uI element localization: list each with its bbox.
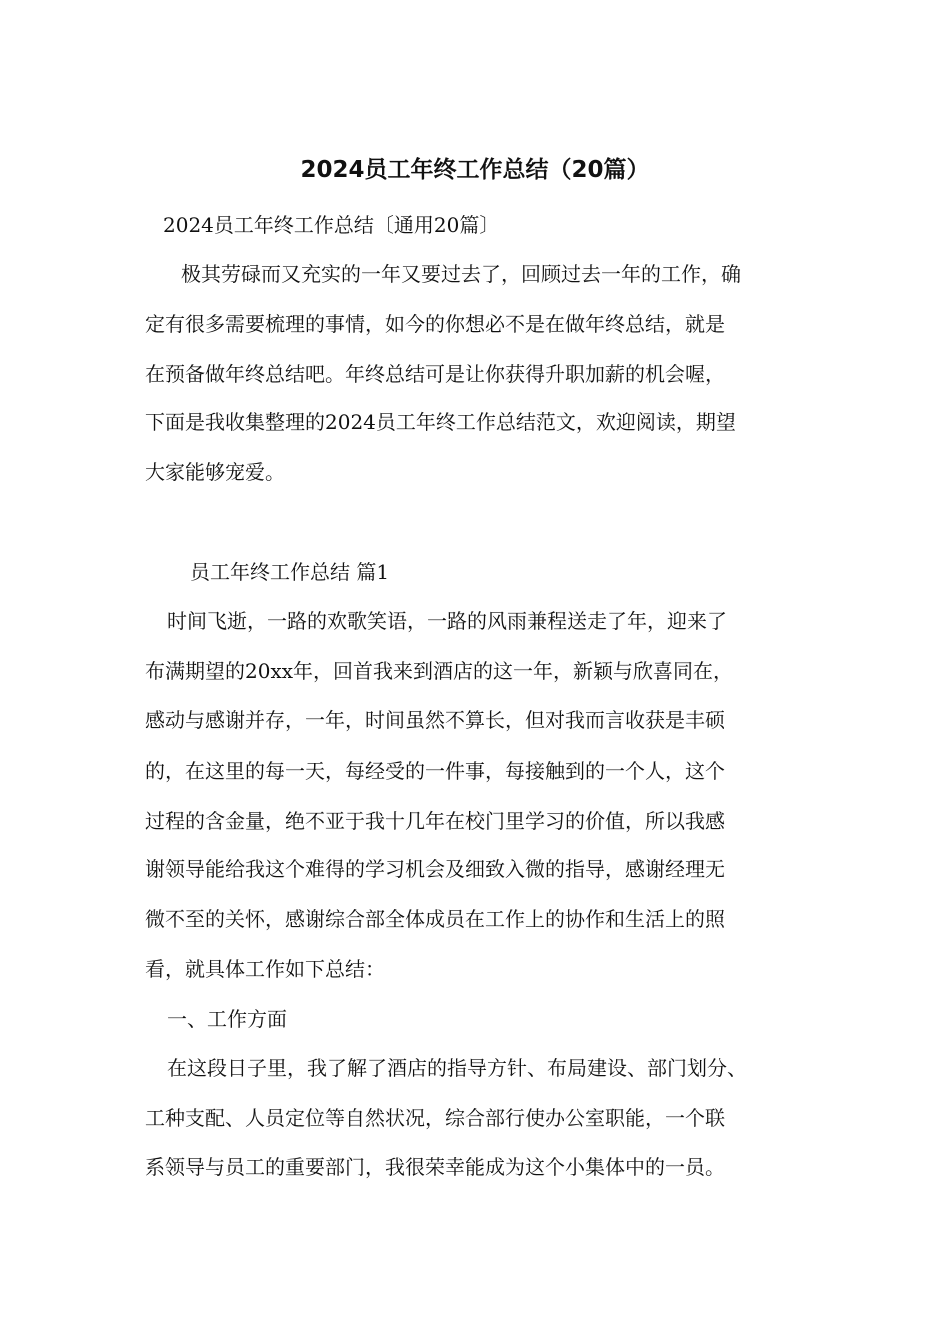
body-line: 过程的含金量，绝不亚于我十几年在校门里学习的价值，所以我感 [145,809,725,833]
body-line: 布满期望的20xx年，回首我来到酒店的这一年，新颖与欣喜同在， [145,659,734,683]
work-line: 工种支配、人员定位等自然状况，综合部行使办公室职能，一个联 [145,1106,725,1130]
body-line: 看，就具体工作如下总结： [145,957,385,981]
intro-line: 大家能够宠爱。 [145,460,285,484]
body-line: 微不至的关怀，感谢综合部全体成员在工作上的协作和生活上的照 [145,907,725,931]
document-subtitle: 2024员工年终工作总结〔通用20篇〕 [163,213,500,237]
work-line: 系领导与员工的重要部门，我很荣幸能成为这个小集体中的一员。 [145,1155,725,1179]
body-line: 的，在这里的每一天，每经受的一件事，每接触到的一个人，这个 [145,759,725,783]
document-title: 2024员工年终工作总结（20篇） [300,157,650,183]
intro-line: 下面是我收集整理的2024员工年终工作总结范文，欢迎阅读，期望 [145,410,736,434]
intro-line: 在预备做年终总结吧。年终总结可是让你获得升职加薪的机会喔， [145,362,725,386]
body-line: 时间飞逝，一路的欢歌笑语，一路的风雨兼程送走了年，迎来了 [167,609,727,633]
intro-line: 定有很多需要梳理的事情，如今的你想必不是在做年终总结，就是 [145,312,725,336]
work-line: 在这段日子里，我了解了酒店的指导方针、布局建设、部门划分、 [167,1056,747,1080]
section-heading: 员工年终工作总结 篇1 [190,560,390,584]
body-line: 感动与感谢并存，一年，时间虽然不算长，但对我而言收获是丰硕 [145,708,725,732]
intro-line: 极其劳碌而又充实的一年又要过去了，回顾过去一年的工作，确 [181,262,741,286]
body-line: 谢领导能给我这个难得的学习机会及细致入微的指导，感谢经理无 [145,857,725,881]
subheading-work: 一、工作方面 [167,1007,287,1031]
